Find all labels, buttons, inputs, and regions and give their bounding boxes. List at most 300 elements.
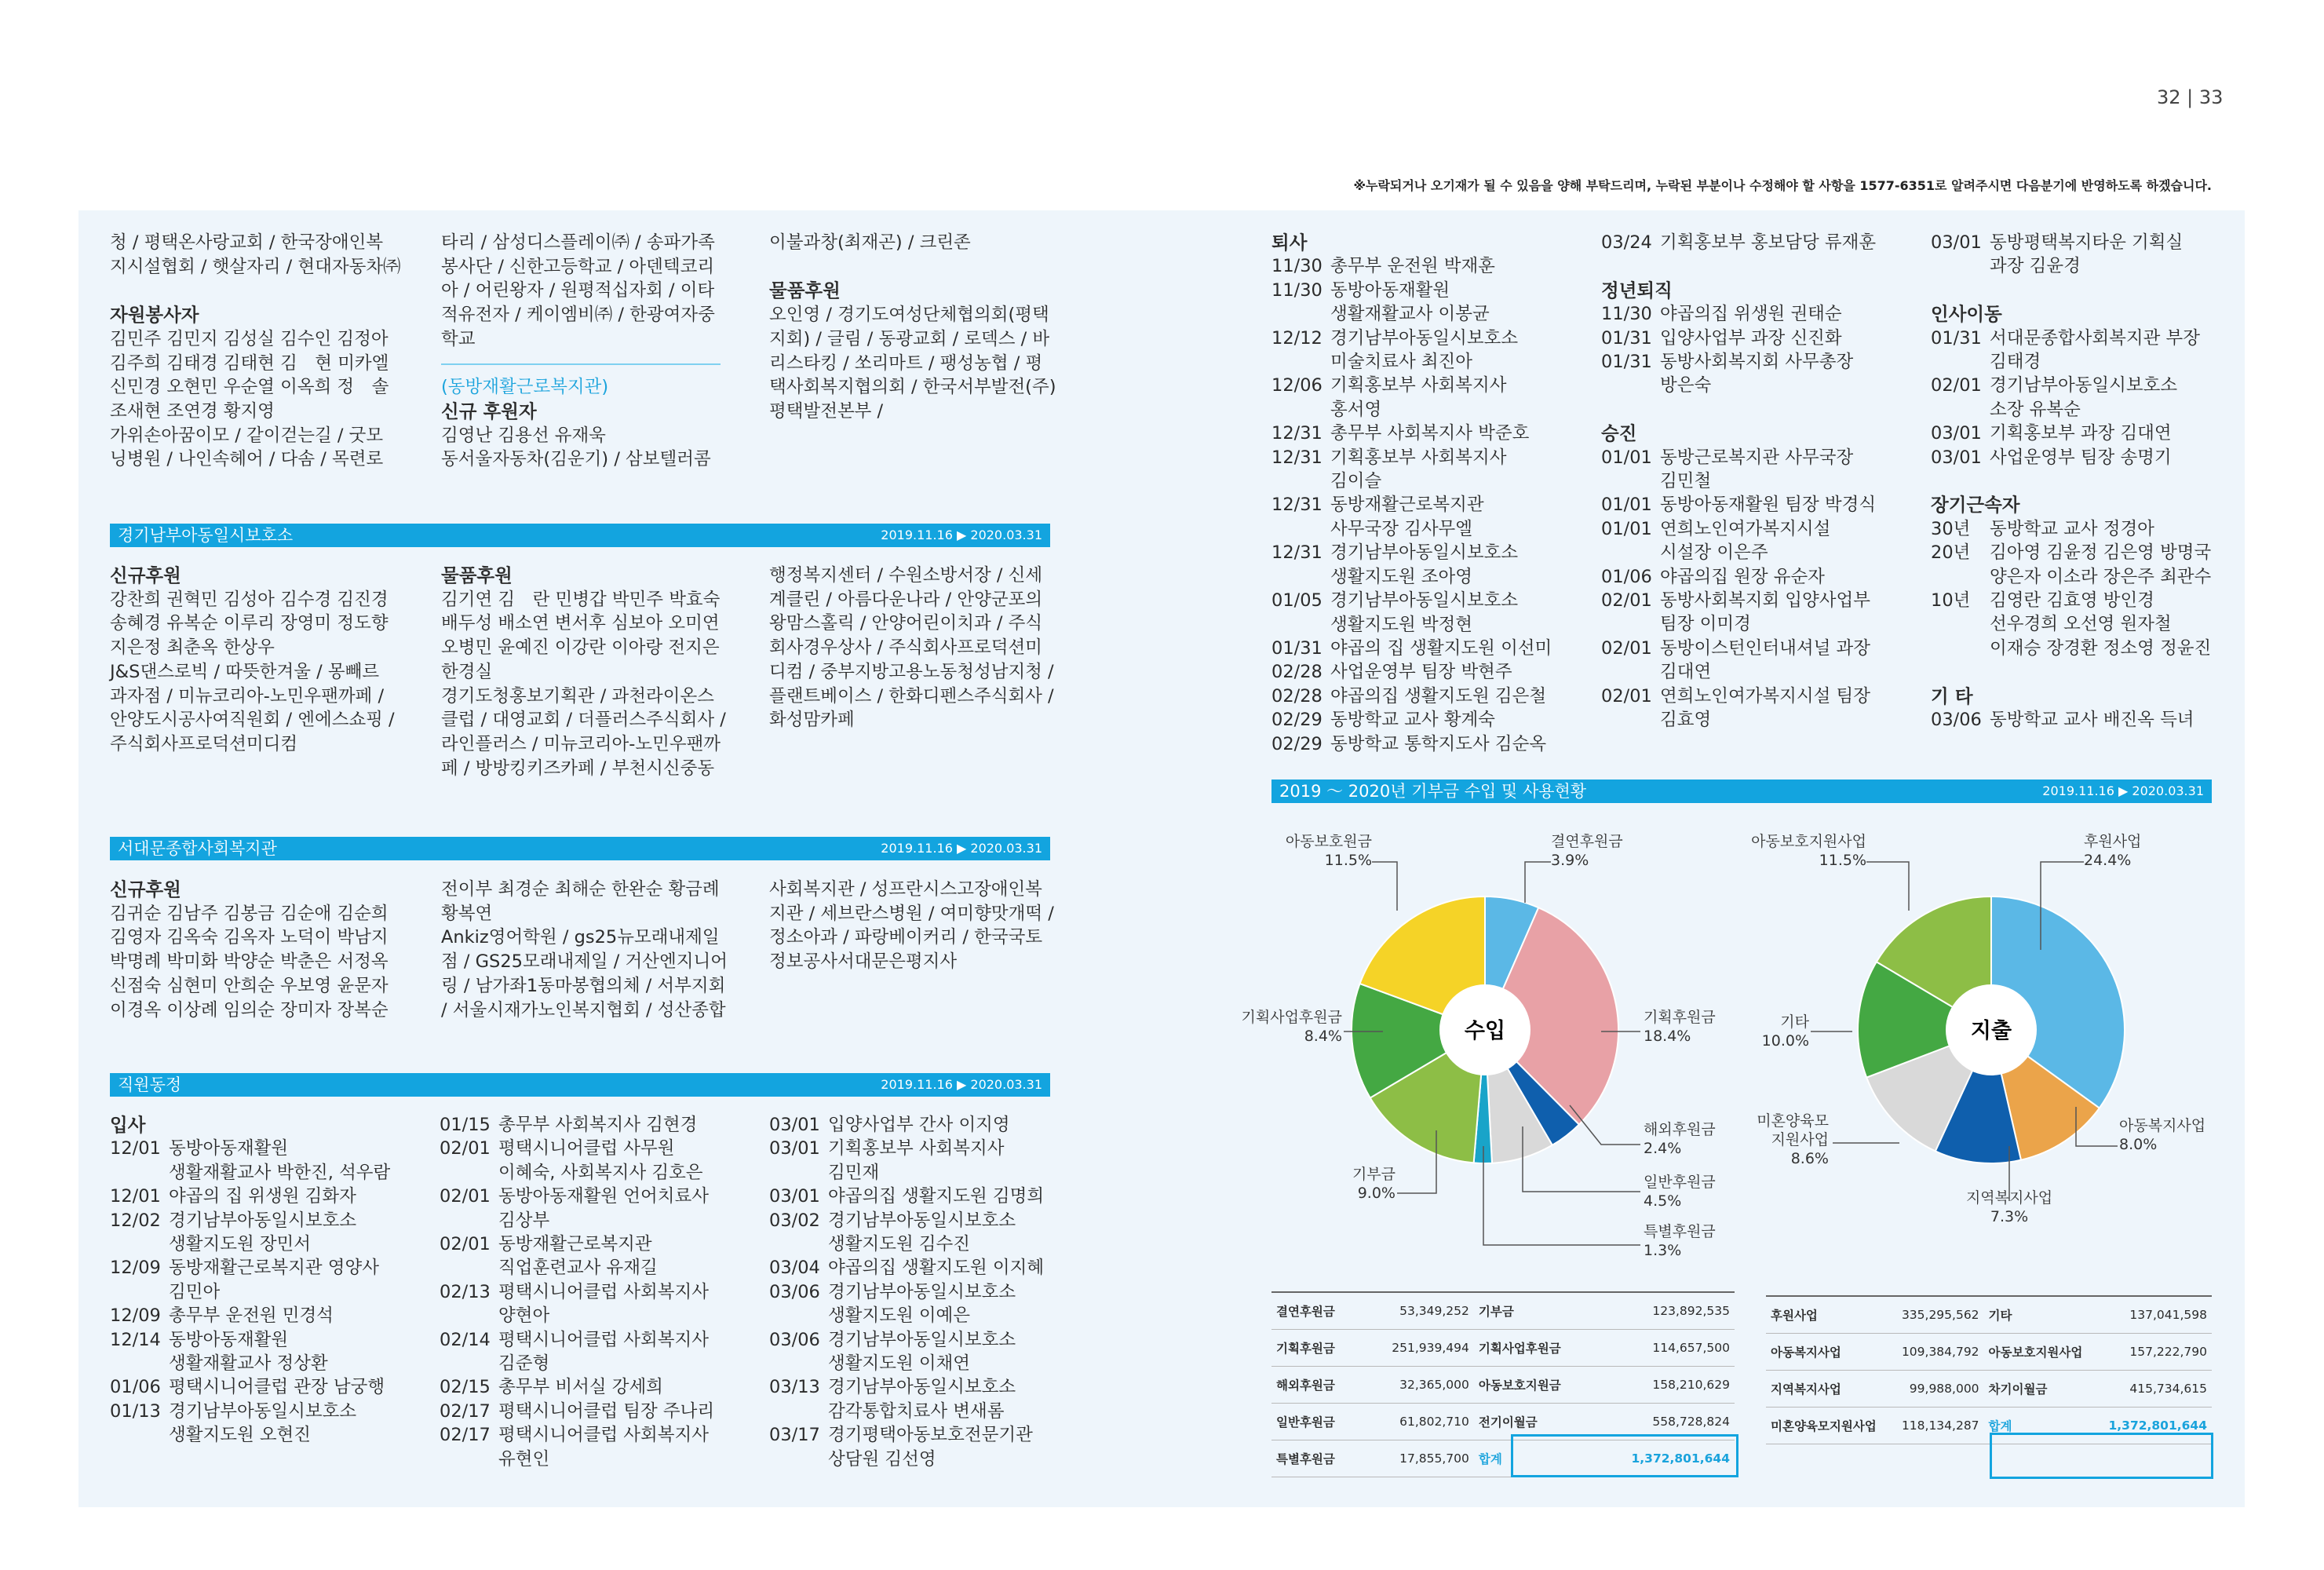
entry-date	[1931, 398, 1990, 422]
entry-date	[440, 1352, 498, 1375]
text-line: 청 / 평택온사랑교회 / 한국장애인복	[110, 232, 384, 253]
entry-date	[1601, 541, 1660, 564]
text-line: 정보공사서대문은평지사	[769, 951, 958, 973]
entry-text: 사무국장 김사무엘	[1330, 518, 1473, 539]
entry-date	[1601, 660, 1660, 684]
entry-date: 02/29	[1271, 710, 1323, 731]
entry-text: 동방아동재활원	[169, 1138, 289, 1159]
text-line: 이불과창(최재곤) / 크린존	[769, 232, 971, 253]
subheading: 신규 후원자	[441, 400, 537, 422]
table-label-cell: 해외후원금	[1271, 1367, 1360, 1404]
entry-row	[440, 1328, 714, 1352]
entry-row	[110, 1352, 390, 1375]
table-label-cell: 후원사업	[1766, 1296, 1890, 1334]
entry-date: 02/14	[440, 1329, 491, 1350]
entry-date: 03/06	[769, 1281, 820, 1302]
entry-date: 02/01	[440, 1138, 491, 1159]
slice-label: 기부금 9.0%	[1352, 1166, 1395, 1202]
entry-text: 생활지도원 박정현	[1330, 614, 1473, 635]
expense-total-box	[1990, 1433, 2213, 1479]
entry-row	[110, 1256, 390, 1280]
entry-date	[1931, 350, 1990, 374]
text-line: 지회) / 글림 / 동광교회 / 로덱스 / 바	[769, 328, 1050, 349]
table-value-cell: 114,657,500	[1593, 1330, 1735, 1367]
entry-text: 경기남부아동일시보호소	[1330, 327, 1519, 349]
table-value-cell: 53,349,252	[1360, 1292, 1473, 1330]
entry-row	[1271, 660, 1552, 684]
text-line: 김영자 김옥숙 김옥자 노덕이 박남지	[110, 927, 389, 948]
income-total-box	[1511, 1434, 1738, 1477]
entry-date	[1601, 469, 1660, 493]
subheading: 신규후원	[110, 564, 181, 586]
text-line: 김기연 김 란 민병갑 박민주 박효숙	[441, 589, 721, 610]
table-label-cell: 기획사업후원금	[1474, 1330, 1594, 1367]
entry-date: 12/31	[1271, 423, 1323, 444]
donor-column-2	[441, 231, 721, 472]
entry-text: 직업훈련교사 유재길	[498, 1258, 658, 1279]
slice-percent: 8.0%	[2119, 1136, 2158, 1153]
staff-column-3	[769, 1113, 1044, 1471]
entry-date: 01/31	[1601, 352, 1652, 373]
entry-date	[440, 1161, 498, 1185]
entry-text: 김태경	[1990, 352, 2041, 373]
entry-text: 이혜숙, 사회복지사 김호은	[498, 1162, 703, 1183]
entry-text: 홍서영	[1330, 399, 1382, 420]
entry-row	[440, 1304, 714, 1327]
entry-row	[769, 1423, 1044, 1447]
entry-text: 동방재활근로복지관	[498, 1234, 652, 1255]
donor-column-1	[110, 231, 401, 472]
table-label-cell: 미혼양육모지원사업	[1766, 1408, 1890, 1444]
text-line: 봉사단 / 신한고등학교 / 아덴텍코리	[441, 256, 715, 277]
section-title: 서대문종합사회복지관	[118, 839, 277, 858]
subheading: 입사	[110, 1114, 146, 1136]
entry-date: 12/02	[110, 1210, 161, 1231]
entry-date	[440, 1256, 498, 1280]
entry-date: 02/01	[1601, 637, 1652, 659]
text-line: 왕맘스홀릭 / 안양어린이치과 / 주식	[769, 613, 1043, 634]
entry-date: 11/30	[1271, 256, 1323, 277]
text-line: 김민주 김민지 김성실 김수인 김정아	[110, 328, 389, 349]
entry-row	[769, 1256, 1044, 1280]
entry-row	[1271, 493, 1552, 517]
entry-date: 03/02	[769, 1210, 820, 1231]
entry-row	[769, 1137, 1044, 1160]
entry-date: 02/28	[1271, 662, 1323, 683]
entry-date	[110, 1280, 169, 1304]
text-line: 디컴 / 중부지방고용노동청성남지청 /	[769, 661, 1054, 682]
entry-row	[1601, 231, 1876, 254]
entry-text: 김준형	[498, 1353, 550, 1375]
entry-text: 생활재활교사 정상환	[169, 1353, 328, 1375]
table-value-cell: 157,222,790	[2096, 1334, 2212, 1371]
personnel-column-3	[1931, 231, 2211, 732]
entry-row	[1271, 708, 1552, 732]
text-line: 강찬희 권혁민 김성아 김수경 김진경	[110, 589, 389, 610]
table-value-cell: 1,372,801,644	[2096, 1408, 2212, 1444]
entry-text: 평택시니어클럽 사회복지사	[498, 1281, 709, 1302]
entry-text: 동방학교 교사 황계숙	[1330, 710, 1495, 731]
text-line: 신민경 오현민 우순열 이옥희 정 솔	[110, 377, 389, 398]
seodaemun-column-2	[441, 878, 728, 1022]
text-line: 리스타킹 / 쏘리마트 / 팽성농협 / 평	[769, 352, 1043, 374]
text-line: 라인플러스 / 미뉴코리아-노민우팬까	[441, 733, 721, 754]
text-line: 적유전자 / 케이엠비㈜ / 한광여자중	[441, 305, 715, 326]
donor-column-3	[769, 231, 1056, 424]
entry-text: 미술치료사 최진아	[1330, 352, 1473, 373]
entry-date	[1931, 612, 1990, 636]
entry-row	[769, 1280, 1044, 1304]
subheading: 자원봉사자	[110, 304, 199, 327]
entry-row	[440, 1448, 714, 1471]
slice-label: 기획사업후원금 8.4%	[1241, 1009, 1342, 1045]
entry-date: 01/13	[110, 1400, 161, 1422]
entry-row	[1931, 350, 2211, 374]
entry-text: 야곱의집 생활지도원 이지혜	[828, 1258, 1045, 1279]
entry-date	[1271, 517, 1330, 541]
entry-row	[1931, 565, 2211, 589]
text-line: 페 / 방방킹키즈카페 / 부천시신중동	[441, 758, 715, 779]
entry-text: 동방평택복지타운 기획실	[1990, 232, 2184, 253]
entry-date: 01/05	[1271, 590, 1323, 612]
entry-row	[1931, 254, 2211, 278]
section-title: 2019 ～ 2020년 기부금 수입 및 사용현황	[1279, 782, 1587, 801]
entry-row	[1271, 350, 1552, 374]
table-row	[1766, 1296, 2212, 1334]
table-value-cell: 123,892,535	[1593, 1292, 1735, 1330]
label-leader-line	[1525, 862, 1551, 903]
entry-text: 평택시니어클럽 사무원	[498, 1138, 675, 1159]
entry-text: 동방이스턴인터내셔널 과장	[1660, 637, 1870, 659]
entry-text: 총무부 사회복지사 김현경	[498, 1115, 698, 1135]
entry-row	[1601, 446, 1876, 469]
entry-date: 12/31	[1271, 542, 1323, 564]
entry-text: 생활재활교사 이봉균	[1330, 304, 1490, 325]
entry-text: 상담원 김선영	[828, 1448, 936, 1470]
entry-date: 11/30	[1601, 304, 1652, 325]
entry-text: 김영란 김효영 방인경	[1990, 590, 2154, 612]
entry-date	[440, 1448, 498, 1471]
entry-date: 03/01	[1931, 232, 1982, 253]
table-label-cell: 합계	[1474, 1440, 1594, 1477]
gyeonggi-column-3	[769, 564, 1054, 732]
entry-row	[1931, 422, 2211, 445]
text-line: 과자점 / 미뉴코리아-노민우팬까페 /	[110, 685, 385, 706]
entry-date	[1601, 612, 1660, 636]
entry-text: 유현인	[498, 1448, 550, 1470]
entry-text: 평택시니어클럽 팀장 주나리	[498, 1400, 715, 1422]
entry-date	[1271, 565, 1330, 589]
text-line: J&S댄스로빅 / 따뜻한겨울 / 몽빼르	[110, 661, 380, 682]
entry-date: 02/13	[440, 1281, 491, 1302]
entry-text: 감각통합치료사 변새롬	[828, 1400, 1005, 1422]
text-line: 점 / GS25모래내제일 / 거산엔지니어	[441, 951, 728, 973]
entry-date: 01/01	[1601, 495, 1652, 516]
entry-text: 경기남부아동일시보호소	[1990, 375, 2178, 396]
entry-row	[1601, 302, 1876, 326]
table-value-cell: 137,041,598	[2096, 1296, 2212, 1334]
entry-row	[1601, 685, 1876, 708]
section-bar-staff	[110, 1073, 1050, 1097]
entry-date	[110, 1232, 169, 1256]
personnel-column-2	[1601, 231, 1876, 732]
divider	[441, 363, 721, 365]
entry-date	[1931, 254, 1990, 278]
entry-date: 02/01	[440, 1186, 491, 1207]
text-line: 김귀순 김남주 김봉금 김순애 김순희	[110, 903, 389, 924]
entry-row	[1601, 612, 1876, 636]
entry-row	[440, 1161, 714, 1185]
entry-date	[769, 1304, 828, 1327]
entry-date: 12/31	[1271, 495, 1323, 516]
entry-text: 생활지도원 오현진	[169, 1425, 312, 1446]
slice-percent: 11.5%	[1324, 852, 1372, 869]
spacer	[1601, 398, 1876, 422]
table-label-cell: 차기이월금	[1984, 1371, 2096, 1408]
text-line	[110, 279, 401, 303]
subheading: 장기근속자	[1931, 494, 2020, 517]
entry-text: 방은숙	[1660, 375, 1712, 396]
table-value-cell: 118,134,287	[1890, 1408, 1983, 1444]
entry-date: 01/15	[440, 1115, 491, 1135]
entry-row	[769, 1304, 1044, 1327]
entry-text: 야곱의집 생활지도원 김은철	[1330, 685, 1547, 706]
entry-row	[1601, 660, 1876, 684]
entry-text: 총무부 운전원 박재훈	[1330, 256, 1495, 277]
section-dates: 2019.11.16 ▶ 2020.03.31	[2042, 783, 2204, 798]
entry-row	[1931, 637, 2211, 660]
entry-date: 02/01	[1601, 590, 1652, 612]
entry-date: 12/09	[110, 1258, 161, 1279]
entry-text: 동방재활근로복지관	[1330, 495, 1484, 516]
entry-date: 03/01	[769, 1115, 820, 1135]
entry-text: 동방아동재활원	[169, 1329, 289, 1350]
entry-row	[769, 1232, 1044, 1256]
entry-row	[1601, 589, 1876, 612]
entry-row	[1271, 422, 1552, 445]
entry-text: 경기남부아동일시보호소	[169, 1210, 357, 1231]
entry-row	[1271, 398, 1552, 422]
entry-text: 동방아동재활원 팀장 박경식	[1660, 495, 1877, 516]
entry-date: 12/14	[110, 1329, 161, 1350]
table-label-cell: 결연후원금	[1271, 1292, 1360, 1330]
page-number: 32 | 33	[2157, 86, 2224, 108]
table-value-cell: 158,210,629	[1593, 1367, 1735, 1404]
entry-date	[110, 1423, 169, 1447]
entry-text: 평택시니어클럽 사회복지사	[498, 1425, 709, 1446]
spacer	[1601, 254, 1876, 278]
section-dates: 2019.11.16 ▶ 2020.03.31	[881, 841, 1042, 856]
entry-date: 12/06	[1271, 375, 1323, 396]
entry-text: 야곱의 집 생활지도원 이선미	[1330, 637, 1552, 659]
entry-date	[110, 1161, 169, 1185]
entry-text: 김상부	[498, 1210, 550, 1231]
entry-date: 12/01	[110, 1138, 161, 1159]
gyeonggi-column-1	[110, 564, 395, 757]
entry-row	[440, 1352, 714, 1375]
text-line: 아 / 어린왕자 / 원평적십자회 / 이타	[441, 280, 715, 301]
entry-row	[769, 1161, 1044, 1185]
entry-date	[1271, 469, 1330, 493]
entry-text: 서대문종합사회복지관 부장	[1990, 327, 2200, 349]
entry-row	[769, 1352, 1044, 1375]
entry-row	[1931, 541, 2211, 564]
slice-percent: 2.4%	[1644, 1140, 1682, 1157]
slice-percent: 1.3%	[1644, 1242, 1682, 1259]
section-title: 직원동정	[118, 1075, 182, 1094]
entry-date	[1931, 565, 1990, 589]
entry-text: 경기남부아동일시보호소	[828, 1329, 1016, 1350]
entry-row	[769, 1448, 1044, 1471]
slice-label: 해외후원금 2.4%	[1644, 1121, 1716, 1157]
table-label-cell: 전기이월금	[1474, 1404, 1594, 1440]
entry-text: 야곱의집 원장 유순자	[1660, 566, 1825, 587]
entry-date: 03/24	[1601, 232, 1652, 253]
entry-row	[1931, 231, 2211, 254]
table-value-cell: 61,802,710	[1360, 1404, 1473, 1440]
text-line: 안양도시공사여직원회 / 엔에스쇼핑 /	[110, 710, 395, 731]
entry-row	[1271, 446, 1552, 469]
section-dates: 2019.11.16 ▶ 2020.03.31	[881, 528, 1042, 542]
entry-row	[110, 1375, 390, 1399]
label-leader-line	[1372, 862, 1397, 911]
entry-row	[1931, 327, 2211, 350]
slice-label: 특별후원금 1.3%	[1644, 1223, 1716, 1259]
entry-date: 03/01	[769, 1186, 820, 1207]
entry-row	[110, 1185, 390, 1208]
slice-percent: 3.9%	[1551, 852, 1589, 869]
entry-date: 20년	[1931, 542, 1971, 564]
entry-row	[1931, 446, 2211, 469]
spacer	[1931, 660, 2211, 684]
table-row	[1271, 1292, 1735, 1330]
entry-date: 03/13	[769, 1377, 820, 1398]
entry-text: 동방아동재활원 언어치료사	[498, 1186, 709, 1207]
entry-date: 01/06	[1601, 566, 1652, 587]
entry-date: 10년	[1931, 590, 1971, 612]
entry-row	[769, 1328, 1044, 1352]
entry-row	[110, 1209, 390, 1232]
entry-text: 경기남부아동일시보호소	[828, 1210, 1016, 1231]
entry-date	[769, 1161, 828, 1185]
entry-text: 김민재	[828, 1162, 880, 1183]
entry-date	[1931, 637, 1990, 660]
table-row	[1766, 1334, 2212, 1371]
section-bar-funds	[1271, 780, 2212, 803]
text-line: 가위손아꿈이모 / 같이걷는길 / 굿모	[110, 425, 384, 446]
staff-column-2	[440, 1113, 714, 1471]
slice-percent: 7.3%	[1990, 1208, 2029, 1225]
slice-label: 아동보호원금 11.5%	[1285, 833, 1372, 869]
table-label-cell: 기타	[1984, 1296, 2096, 1334]
entry-text: 평택시니어클럽 사회복지사	[498, 1329, 709, 1350]
text-line: 택사회복지협의회 / 한국서부발전(주)	[769, 377, 1056, 398]
table-label-cell: 아동복지사업	[1766, 1334, 1890, 1371]
entry-date: 01/31	[1601, 327, 1652, 349]
text-line: 김주희 김태경 김태현 김 현 미카엘	[110, 352, 389, 374]
entry-date: 12/12	[1271, 327, 1323, 349]
table-value-cell: 558,728,824	[1593, 1404, 1735, 1440]
entry-row	[440, 1209, 714, 1232]
entry-row	[110, 1137, 390, 1160]
entry-row	[1271, 613, 1552, 637]
entry-row	[1601, 637, 1876, 660]
entry-date: 01/01	[1601, 447, 1652, 468]
entry-row	[110, 1400, 390, 1423]
entry-date: 03/06	[1931, 710, 1982, 731]
entry-text: 경기남부아동일시보호소	[1330, 542, 1519, 564]
entry-date: 30년	[1931, 518, 1971, 539]
table-label-cell: 지역복지사업	[1766, 1371, 1890, 1408]
gyeonggi-column-2	[441, 564, 726, 780]
entry-date	[769, 1400, 828, 1423]
pie-title: 지출	[1970, 1019, 2012, 1043]
entry-text: 야곱의집 생활지도원 김명희	[828, 1186, 1045, 1207]
entry-text: 이재승 장경환 정소영 정윤진	[1990, 637, 2212, 659]
entry-date	[1271, 613, 1330, 637]
slice-label: 지역복지사업 7.3%	[1965, 1189, 2053, 1225]
section-dates: 2019.11.16 ▶ 2020.03.31	[881, 1077, 1042, 1092]
entry-text: 연희노인여가복지시설 팀장	[1660, 685, 1870, 706]
text-line: 계클린 / 아름다운나라 / 안양군포의	[769, 589, 1043, 610]
entry-date: 01/01	[1601, 518, 1652, 539]
slice-label: 기획후원금 18.4%	[1644, 1009, 1716, 1045]
entry-row	[440, 1137, 714, 1160]
entry-row	[440, 1113, 714, 1137]
entry-text: 김대연	[1660, 662, 1712, 683]
slice-label: 아동보호지원사업 11.5%	[1751, 833, 1866, 869]
entry-row	[1271, 327, 1552, 350]
subheading: 정년퇴직	[1601, 279, 1673, 301]
entry-row	[1271, 685, 1552, 708]
entry-date	[769, 1352, 828, 1375]
entry-text: 김이슬	[1330, 471, 1382, 492]
entry-text: 김효영	[1660, 710, 1712, 731]
entry-row	[1601, 517, 1876, 541]
entry-text: 팀장 이미경	[1660, 614, 1751, 635]
text-line: 링 / 남가좌1동마봉협의체 / 서부지회	[441, 975, 726, 996]
text-line: 이경옥 이상례 임의순 장미자 장복순	[110, 999, 389, 1020]
entry-row	[1931, 612, 2211, 636]
entry-row	[1601, 469, 1876, 493]
entry-row	[440, 1280, 714, 1304]
entry-row	[1931, 517, 2211, 541]
subheading: 승진	[1601, 422, 1637, 445]
section-bar-seodaemun	[110, 837, 1050, 860]
table-value-cell: 17,855,700	[1360, 1440, 1473, 1477]
text-line: 플랜트베이스 / 한화디펜스주식회사 /	[769, 685, 1054, 706]
entry-text: 양현아	[498, 1305, 550, 1327]
entry-date: 03/01	[1931, 423, 1982, 444]
pie-title: 수입	[1464, 1019, 1506, 1043]
entry-text: 입양사업부 간사 이지영	[828, 1115, 1010, 1135]
subheading: 기 타	[1931, 685, 1973, 707]
table-value-cell: 251,939,494	[1360, 1330, 1473, 1367]
entry-row	[769, 1375, 1044, 1399]
entry-text: 동방근로복지관 사무국장	[1660, 447, 1854, 468]
table-label-cell: 합계	[1984, 1408, 2096, 1444]
text-line: 신점숙 심현미 안희순 우보영 윤문자	[110, 975, 389, 996]
entry-text: 사업운영부 팀장 박현주	[1330, 662, 1512, 683]
table-value-cell: 335,295,562	[1890, 1296, 1983, 1334]
entry-row	[1931, 374, 2211, 397]
entry-date: 12/31	[1271, 447, 1323, 468]
spacer	[1931, 279, 2211, 302]
text-line: 정소아과 / 파랑베이커리 / 한국국토	[769, 927, 1043, 948]
entry-date: 01/31	[1271, 637, 1323, 659]
entry-date: 03/04	[769, 1258, 820, 1279]
slice-percent: 11.5%	[1819, 852, 1866, 869]
